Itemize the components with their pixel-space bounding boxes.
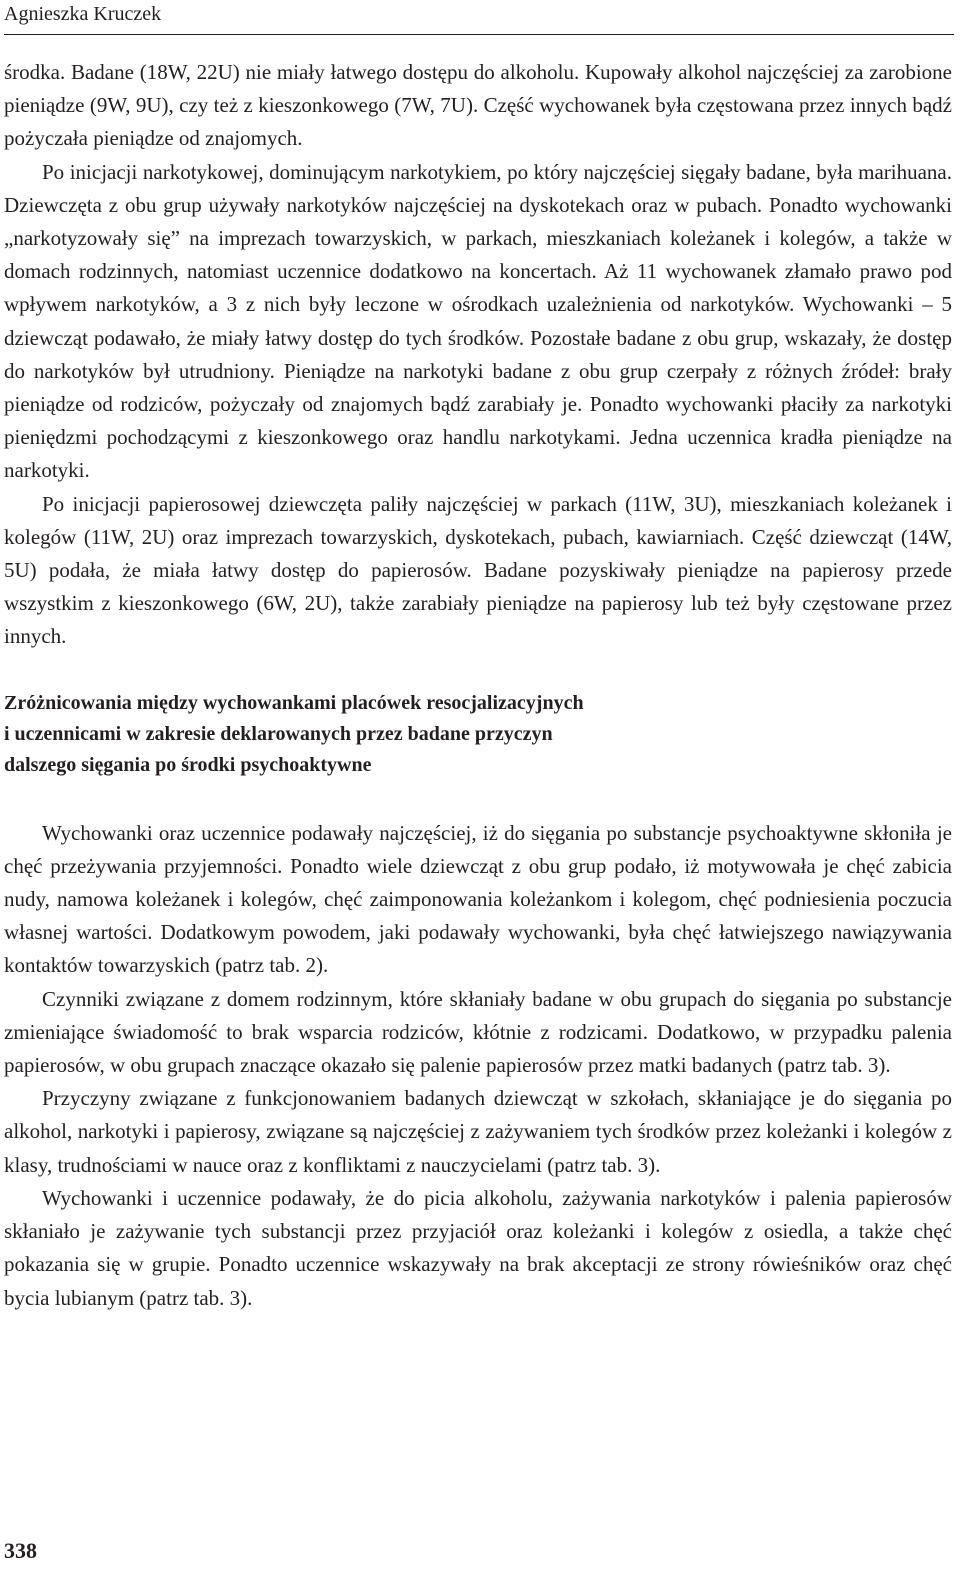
paragraph-peers: Wychowanki i uczennice podawały, że do picia alkoholu, zażywania narkotyków i palenia papierosów skłaniało je zażywanie tych substancji przez przyjaciół oraz koleżanki i kolegów z osiedla, a także chęć pokazania się w grupie. Ponadto uczennice wskazywały na brak akceptacji ze strony rówieśników oraz chęć bycia lubianym (patrz tab. 3).: [4, 1185, 952, 1310]
paragraph-drugs: Po inicjacji narkotykowej, dominującym narkotykiem, po który najczęściej sięgały badane, była marihuana. Dziewczęta z obu grup używały narkotyków najczęściej na dyskotekach oraz w pubach. Ponadto wychowanki „narkotyzowały się” na imprezach towarzyskich, w parkach, mieszkaniach koleżanek i kolegów, a także w domach rodzinnych, natomiast uczennice dodatkowo na koncertach. Aż 11 wychowanek złamało prawo pod wpływem narkotyków, a 3 z nich były leczone w ośrodkach uzależnienia od narkotyków. Wychowanki – 5 dziewcząt podawało, że miały łatwy dostęp do tych środków. Pozostałe badane z obu grup, wskazały, że dostęp do narkotyków był utrudniony. Pieniądze na narkotyki badane z obu grup czerpały z różnych źródeł: brały pieniądze od rodziców, pożyczały od znajomych bądź zarabiały je. Ponadto wychowanki płaciły za narkotyki pieniędzmi pochodzącymi z kieszonkowego oraz handlu narkotykami. Jedna uczennica kradła pieniądze na narkotyki.: [4, 159, 952, 483]
header-author: Agnieszka Kruczek: [4, 3, 162, 25]
section-heading: [4, 688, 952, 781]
paragraph-continuation: środka. Badane (18W, 22U) nie miały łatwego dostępu do alkoholu. Kupowały alkohol najczęściej za zarobione pieniądze (9W, 9U), czy też z kieszonkowego (7W, 7U). Część wychowanek była częstowana przez innych bądź pożyczała pieniądze od znajomych.: [4, 60, 952, 151]
running-header: [4, 0, 954, 35]
section-heading-line: i uczennicami w zakresie deklarowanych przez badane przyczyn: [4, 722, 553, 745]
section-heading-line: Zróżnicowania między wychowankami placówek resocjalizacyjnych: [4, 691, 584, 714]
section-heading-line: dalszego sięgania po środki psychoaktywne: [4, 753, 372, 776]
paragraph-pleasure: Wychowanki oraz uczennice podawały najczęściej, iż do sięgania po substancje psychoaktywne skłoniła je chęć przeżywania przyjemności. Ponadto wiele dziewcząt z obu grup podało, iż motywowała je chęć zabicia nudy, namowa koleżanek i kolegów, chęć zaimponowania koleżankom i kolegom, chęć podniesienia poczucia własnej wartości. Dodatkowym powodem, jaki podawały wychowanki, była chęć łatwiejszego nawiązywania kontaktów towarzyskich (patrz tab. 2).: [4, 820, 952, 978]
paragraph-school: Przyczyny związane z funkcjonowaniem badanych dziewcząt w szkołach, skłaniające je do sięgania po alkohol, narkotyki i papierosy, związane są najczęściej z zażywaniem tych środków przez koleżanki i kolegów z klasy, trudnościami w nauce oraz z konfliktami z nauczycielami (patrz tab. 3).: [4, 1086, 952, 1177]
page-content: [4, 56, 952, 1315]
paragraph-family: Czynniki związane z domem rodzinnym, które skłaniały badane w obu grupach do sięgania po substancje zmieniające świadomość to brak wsparcia rodziców, kłótnie z rodzicami. Dodatkowo, w przypadku palenia papierosów, w obu grupach znaczące okazało się palenie papierosów przez matki badanych (patrz tab. 3).: [4, 986, 952, 1078]
paragraph-cigarettes: Po inicjacji papierosowej dziewczęta paliły najczęściej w parkach (11W, 3U), mieszkaniach koleżanek i kolegów (11W, 2U) oraz imprezach towarzyskich, dyskotekach, pubach, kawiarniach. Część dziewcząt (14W, 5U) podała, że miała łatwy dostęp do papierosów. Badane pozyskiwały pieniądze na papierosy przede wszystkim z kieszonkowego (6W, 2U), także zarabiały pieniądze na papierosy lub też były częstowane przez innych.: [4, 491, 952, 649]
page-number: 338: [4, 1538, 37, 1563]
